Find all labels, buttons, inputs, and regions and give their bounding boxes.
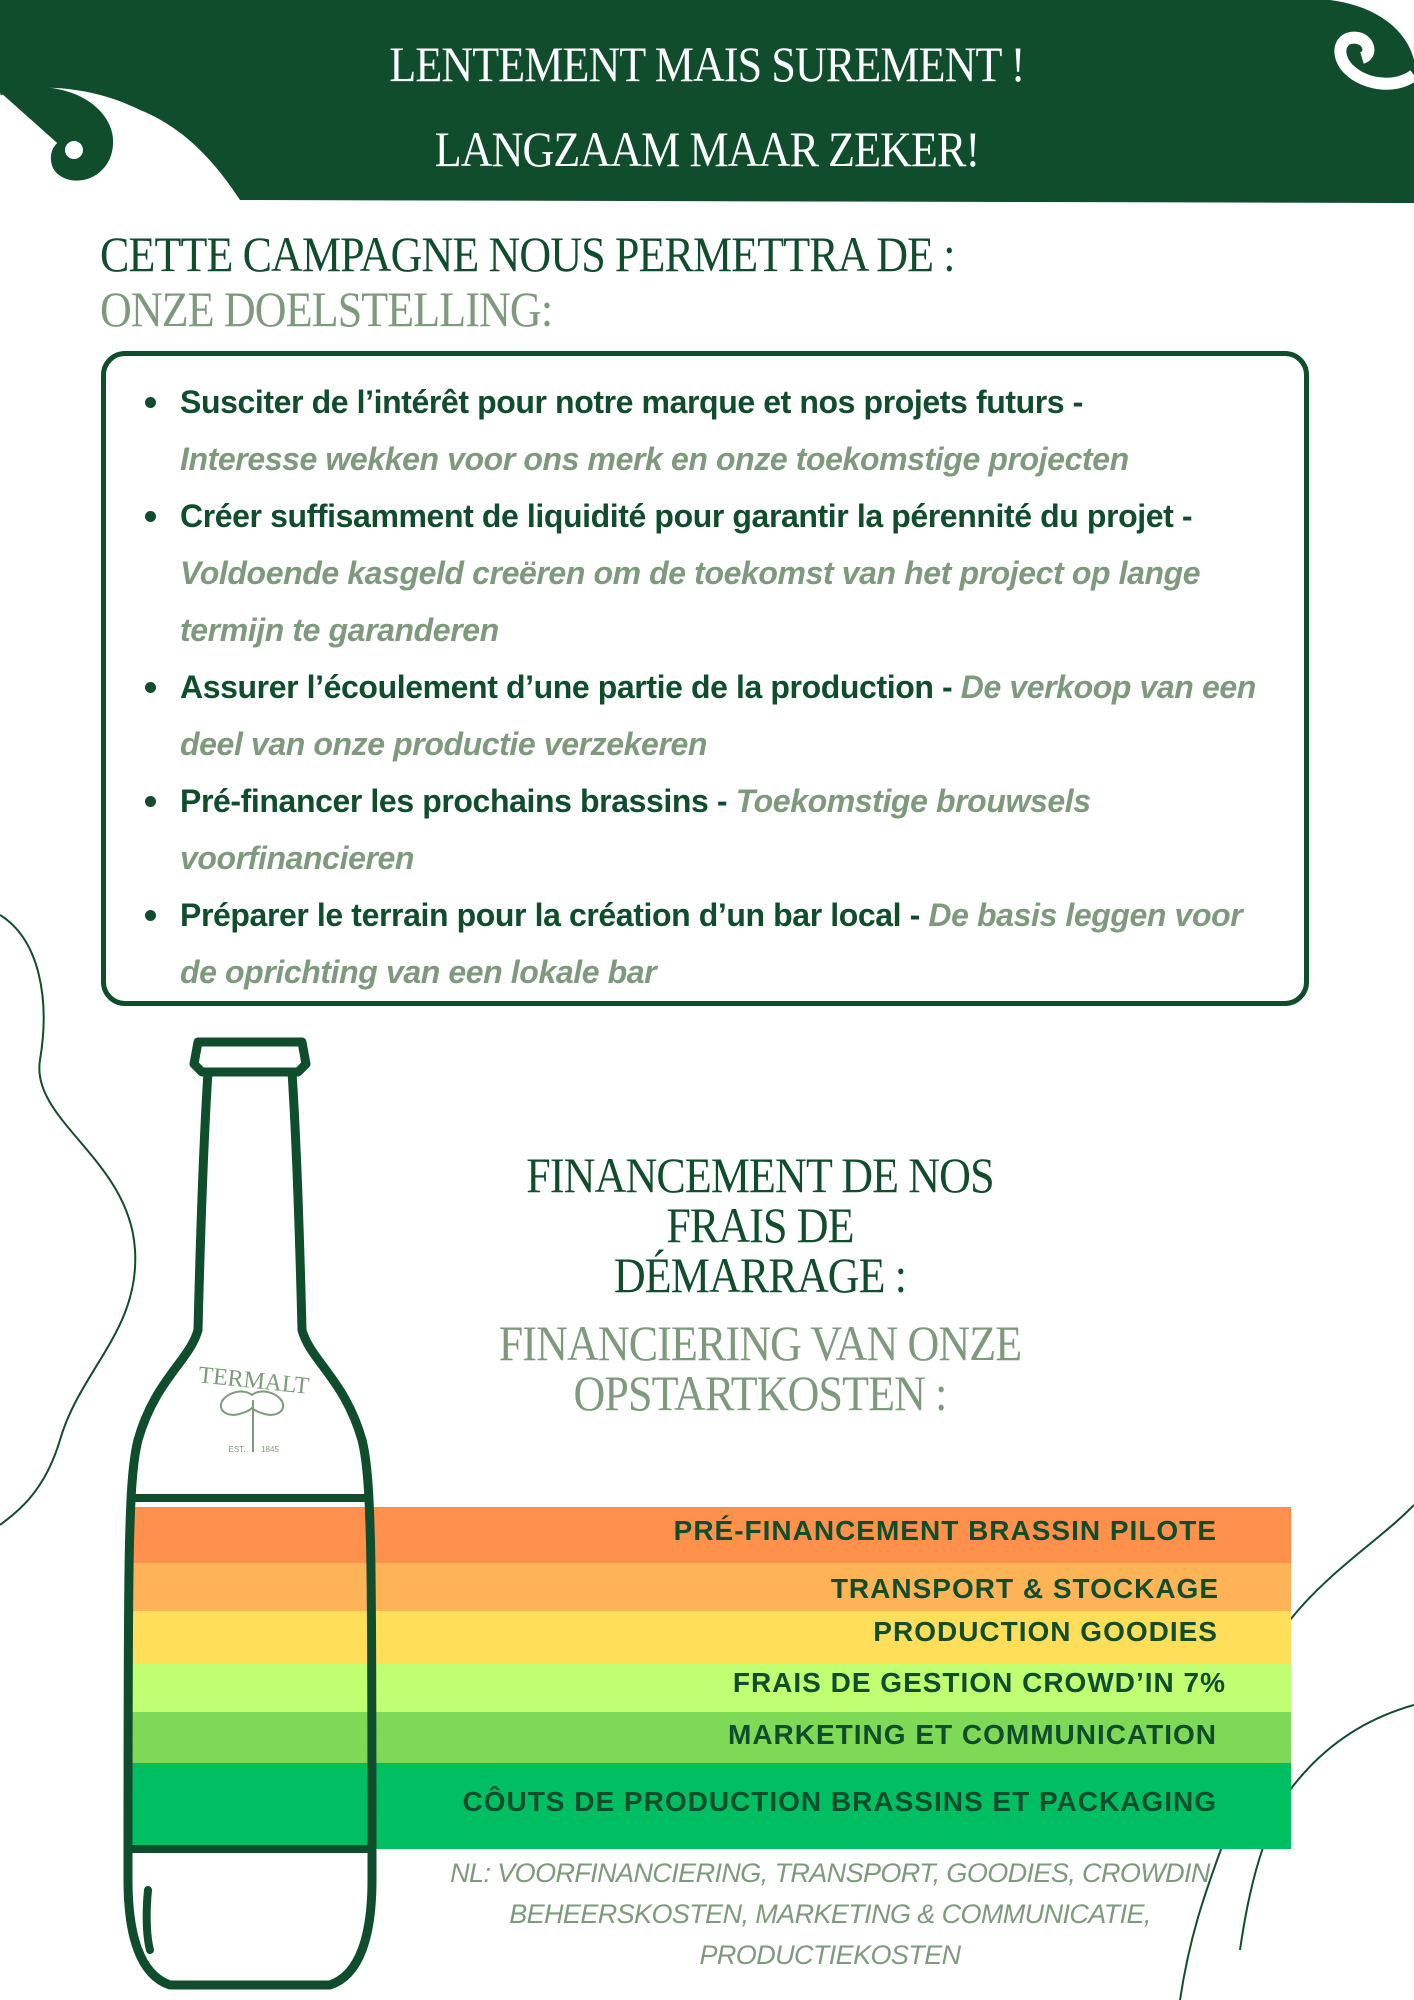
campaign-title-nl: ONZE DOELSTELLING: bbox=[100, 281, 553, 337]
band-label: MARKETING ET COMMUNICATION bbox=[728, 1719, 1217, 1750]
goal-item: Susciter de l’intérêt pour notre marque et nos projets futurs - Interesse wekken voor ons merk en onze toekomstige projecten bbox=[180, 374, 1284, 488]
goals-box bbox=[101, 351, 1309, 1006]
bottle-brand-text: TERMALT bbox=[197, 1362, 311, 1400]
band-label: CÔUTS DE PRODUCTION BRASSINS ET PACKAGING bbox=[462, 1786, 1217, 1817]
band-label: FRAIS DE GESTION CROWD’IN 7% bbox=[732, 1667, 1226, 1698]
nl-translation-note: NL: VOORFINANCIERING, TRANSPORT, GOODIES, CROWDIN BEHEERSKOSTEN, MARKETING & COMMUNICATIE, PRODUCTIEKOSTEN bbox=[450, 1858, 1210, 1970]
header-title-nl: LANGZAAM MAAR ZEKER! bbox=[434, 121, 980, 177]
campaign-title-fr: CETTE CAMPAGNE NOUS PERMETTRA DE : bbox=[100, 226, 955, 282]
financing-title-fr: FINANCEMENT DE NOS FRAIS DE DÉMARRAGE : bbox=[526, 1147, 994, 1303]
goal-item: Préparer le terrain pour la création d’un bar local - De basis leggen voor de oprichting van een lokale bar bbox=[180, 887, 1284, 1001]
header-title-fr: LENTEMENT MAIS SUREMENT ! bbox=[389, 36, 1025, 92]
bottle-est-text: EST. bbox=[228, 1445, 246, 1454]
band-label: TRANSPORT & STOCKAGE bbox=[830, 1573, 1219, 1604]
goal-item: Assurer l’écoulement d’une partie de la production - De verkoop van een deel van onze productie verzekeren bbox=[180, 659, 1284, 773]
band-label: PRÉ-FINANCEMENT BRASSIN PILOTE bbox=[673, 1515, 1217, 1546]
deco-line-left bbox=[0, 915, 135, 1525]
financing-title-nl: FINANCIERING VAN ONZE OPSTARTKOSTEN : bbox=[498, 1315, 1022, 1421]
goals-list bbox=[106, 356, 1304, 1001]
goal-item: Pré-financer les prochains brassins - Toekomstige brouwsels voorfinancieren bbox=[180, 773, 1284, 887]
goal-item: Créer suffisamment de liquidité pour garantir la pérennité du projet - Voldoende kasgeld creëren om de toekomst van het project op lange termijn te garanderen bbox=[180, 488, 1284, 659]
bottle-year-text: 1845 bbox=[261, 1445, 279, 1454]
band-label: PRODUCTION GOODIES bbox=[873, 1616, 1218, 1647]
